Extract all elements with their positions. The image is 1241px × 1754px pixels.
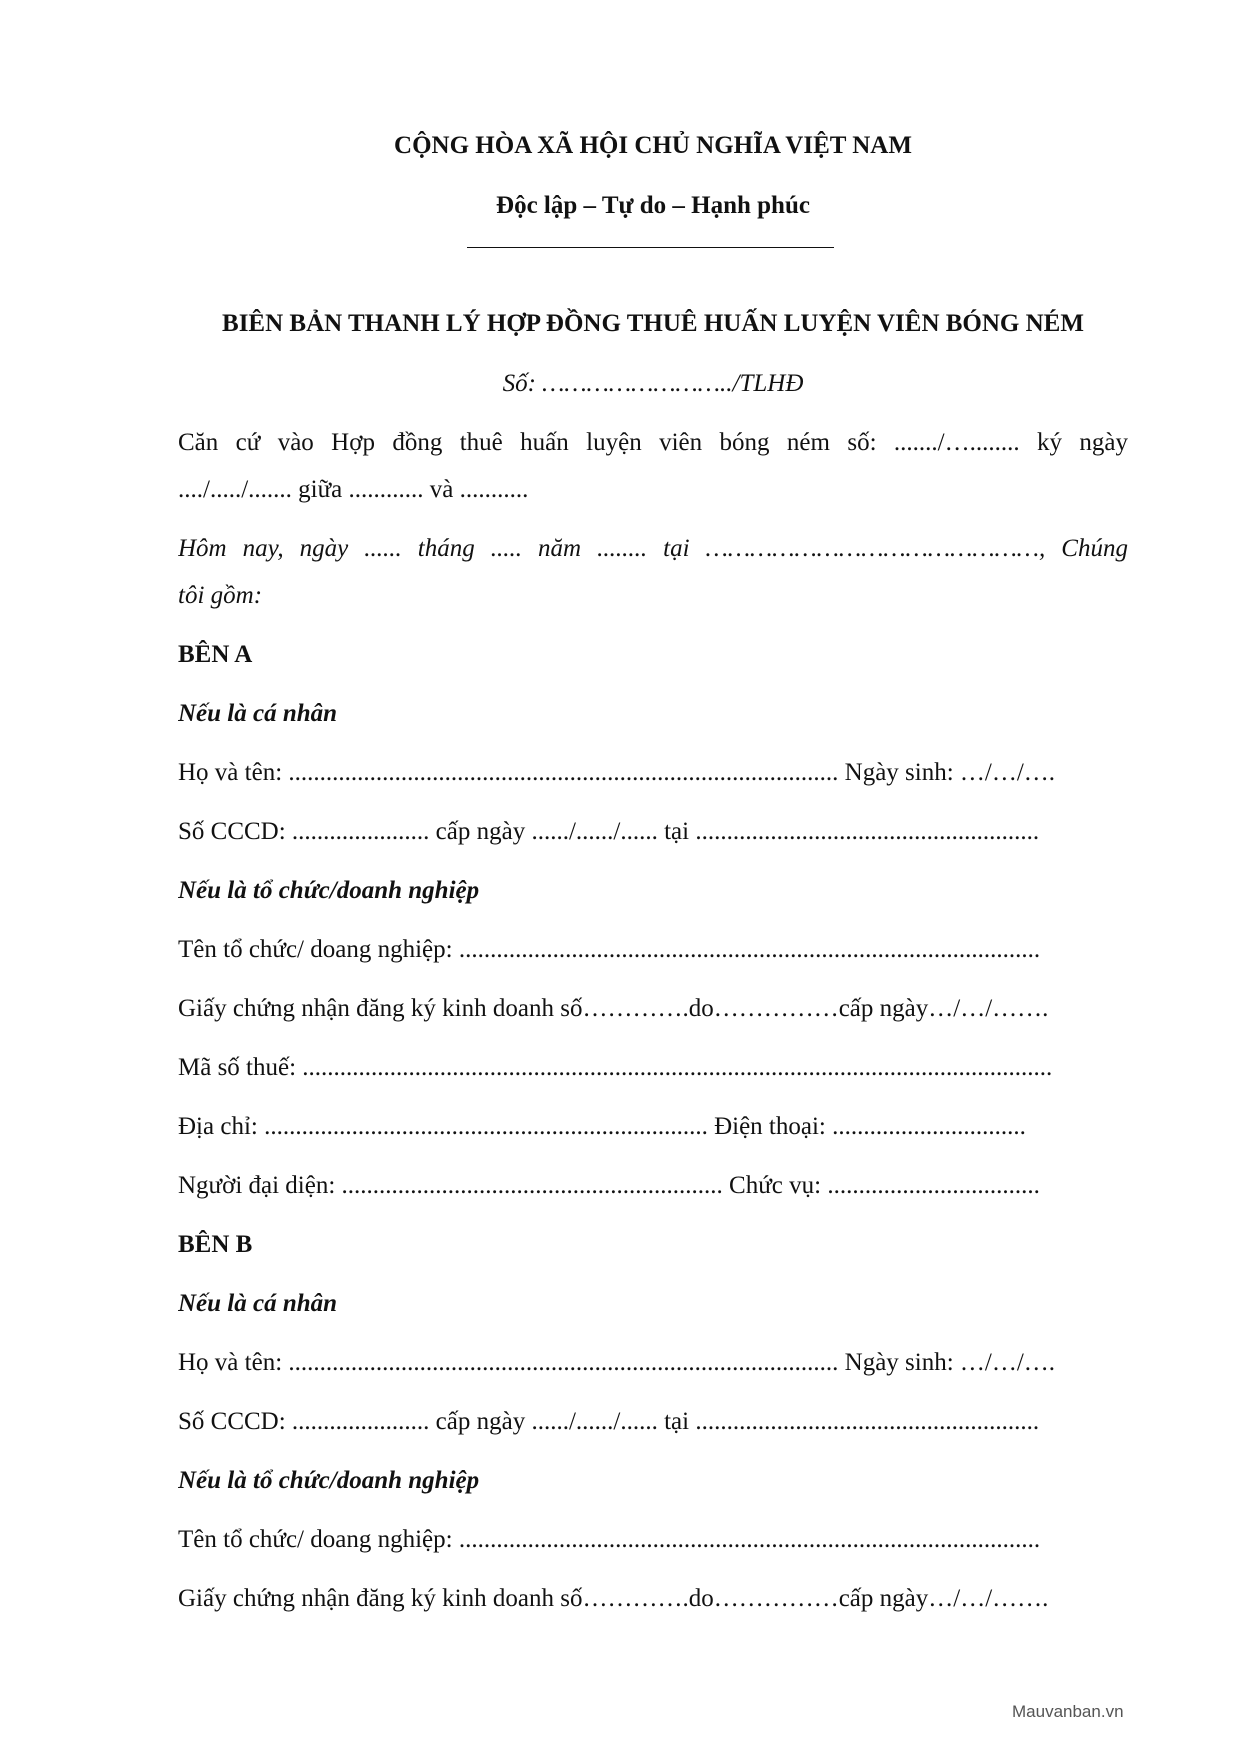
party-b-org-name-line: Tên tổ chức/ doang nghiệp: ............................................................................................. [178,1526,1041,1553]
party-a-name-line: Họ và tên: ........................................................................................ Ngày sinh: …/…/…. [178,759,1056,786]
party-a-tax-line: Mã số thuế: ........................................................................................................................ [178,1054,1053,1081]
document-number: Số: ……………………../TLHĐ [502,370,804,397]
party-b-individual-heading: Nếu là cá nhân [178,1290,338,1317]
header-divider [467,247,834,248]
motto: Độc lập – Tự do – Hạnh phúc [496,192,810,219]
basis-line-2: ..../...../....... giữa ............ và ........... [178,476,529,503]
party-a-address-line: Địa chỉ: ....................................................................... Điện thoại: ............................... [178,1113,1026,1140]
party-a-org-heading: Nếu là tổ chức/doanh nghiệp [178,877,480,904]
party-b-heading: BÊN B [178,1231,253,1258]
basis-line-1: Căn cứ vào Hợp đồng thuê huấn luyện viên bóng ném số: ......./…........ ký ngày [178,429,1128,456]
today-line-1: Hôm nay, ngày ...... tháng ..... năm ........ tại ………………………………………, Chúng [178,535,1128,562]
party-b-id-line: Số CCCD: ...................... cấp ngày ....../....../...... tại ....................................................... [178,1408,1040,1435]
country-header: CỘNG HÒA XÃ HỘI CHỦ NGHĨA VIỆT NAM [394,132,912,159]
party-a-heading: BÊN A [178,641,253,668]
party-b-name-line: Họ và tên: ........................................................................................ Ngày sinh: …/…/…. [178,1349,1056,1376]
watermark-text: Mauvanban.vn [1012,1702,1124,1721]
party-a-individual-heading: Nếu là cá nhân [178,700,338,727]
document-page [178,0,1128,1754]
today-line-2: tôi gồm: [178,582,263,609]
party-a-id-line: Số CCCD: ...................... cấp ngày ....../....../...... tại ....................................................... [178,818,1040,845]
document-title: BIÊN BẢN THANH LÝ HỢP ĐỒNG THUÊ HUẤN LUYỆN VIÊN BÓNG NÉM [222,310,1084,337]
party-a-rep-line: Người đại diện: ............................................................. Chức vụ: .................................. [178,1172,1040,1199]
party-a-biz-cert-line: Giấy chứng nhận đăng ký kinh doanh số………….do……………cấp ngày…/…/……. [178,995,1049,1022]
party-b-org-heading: Nếu là tổ chức/doanh nghiệp [178,1467,480,1494]
party-b-biz-cert-line: Giấy chứng nhận đăng ký kinh doanh số………….do……………cấp ngày…/…/……. [178,1585,1049,1612]
party-a-org-name-line: Tên tổ chức/ doang nghiệp: ............................................................................................. [178,936,1041,963]
